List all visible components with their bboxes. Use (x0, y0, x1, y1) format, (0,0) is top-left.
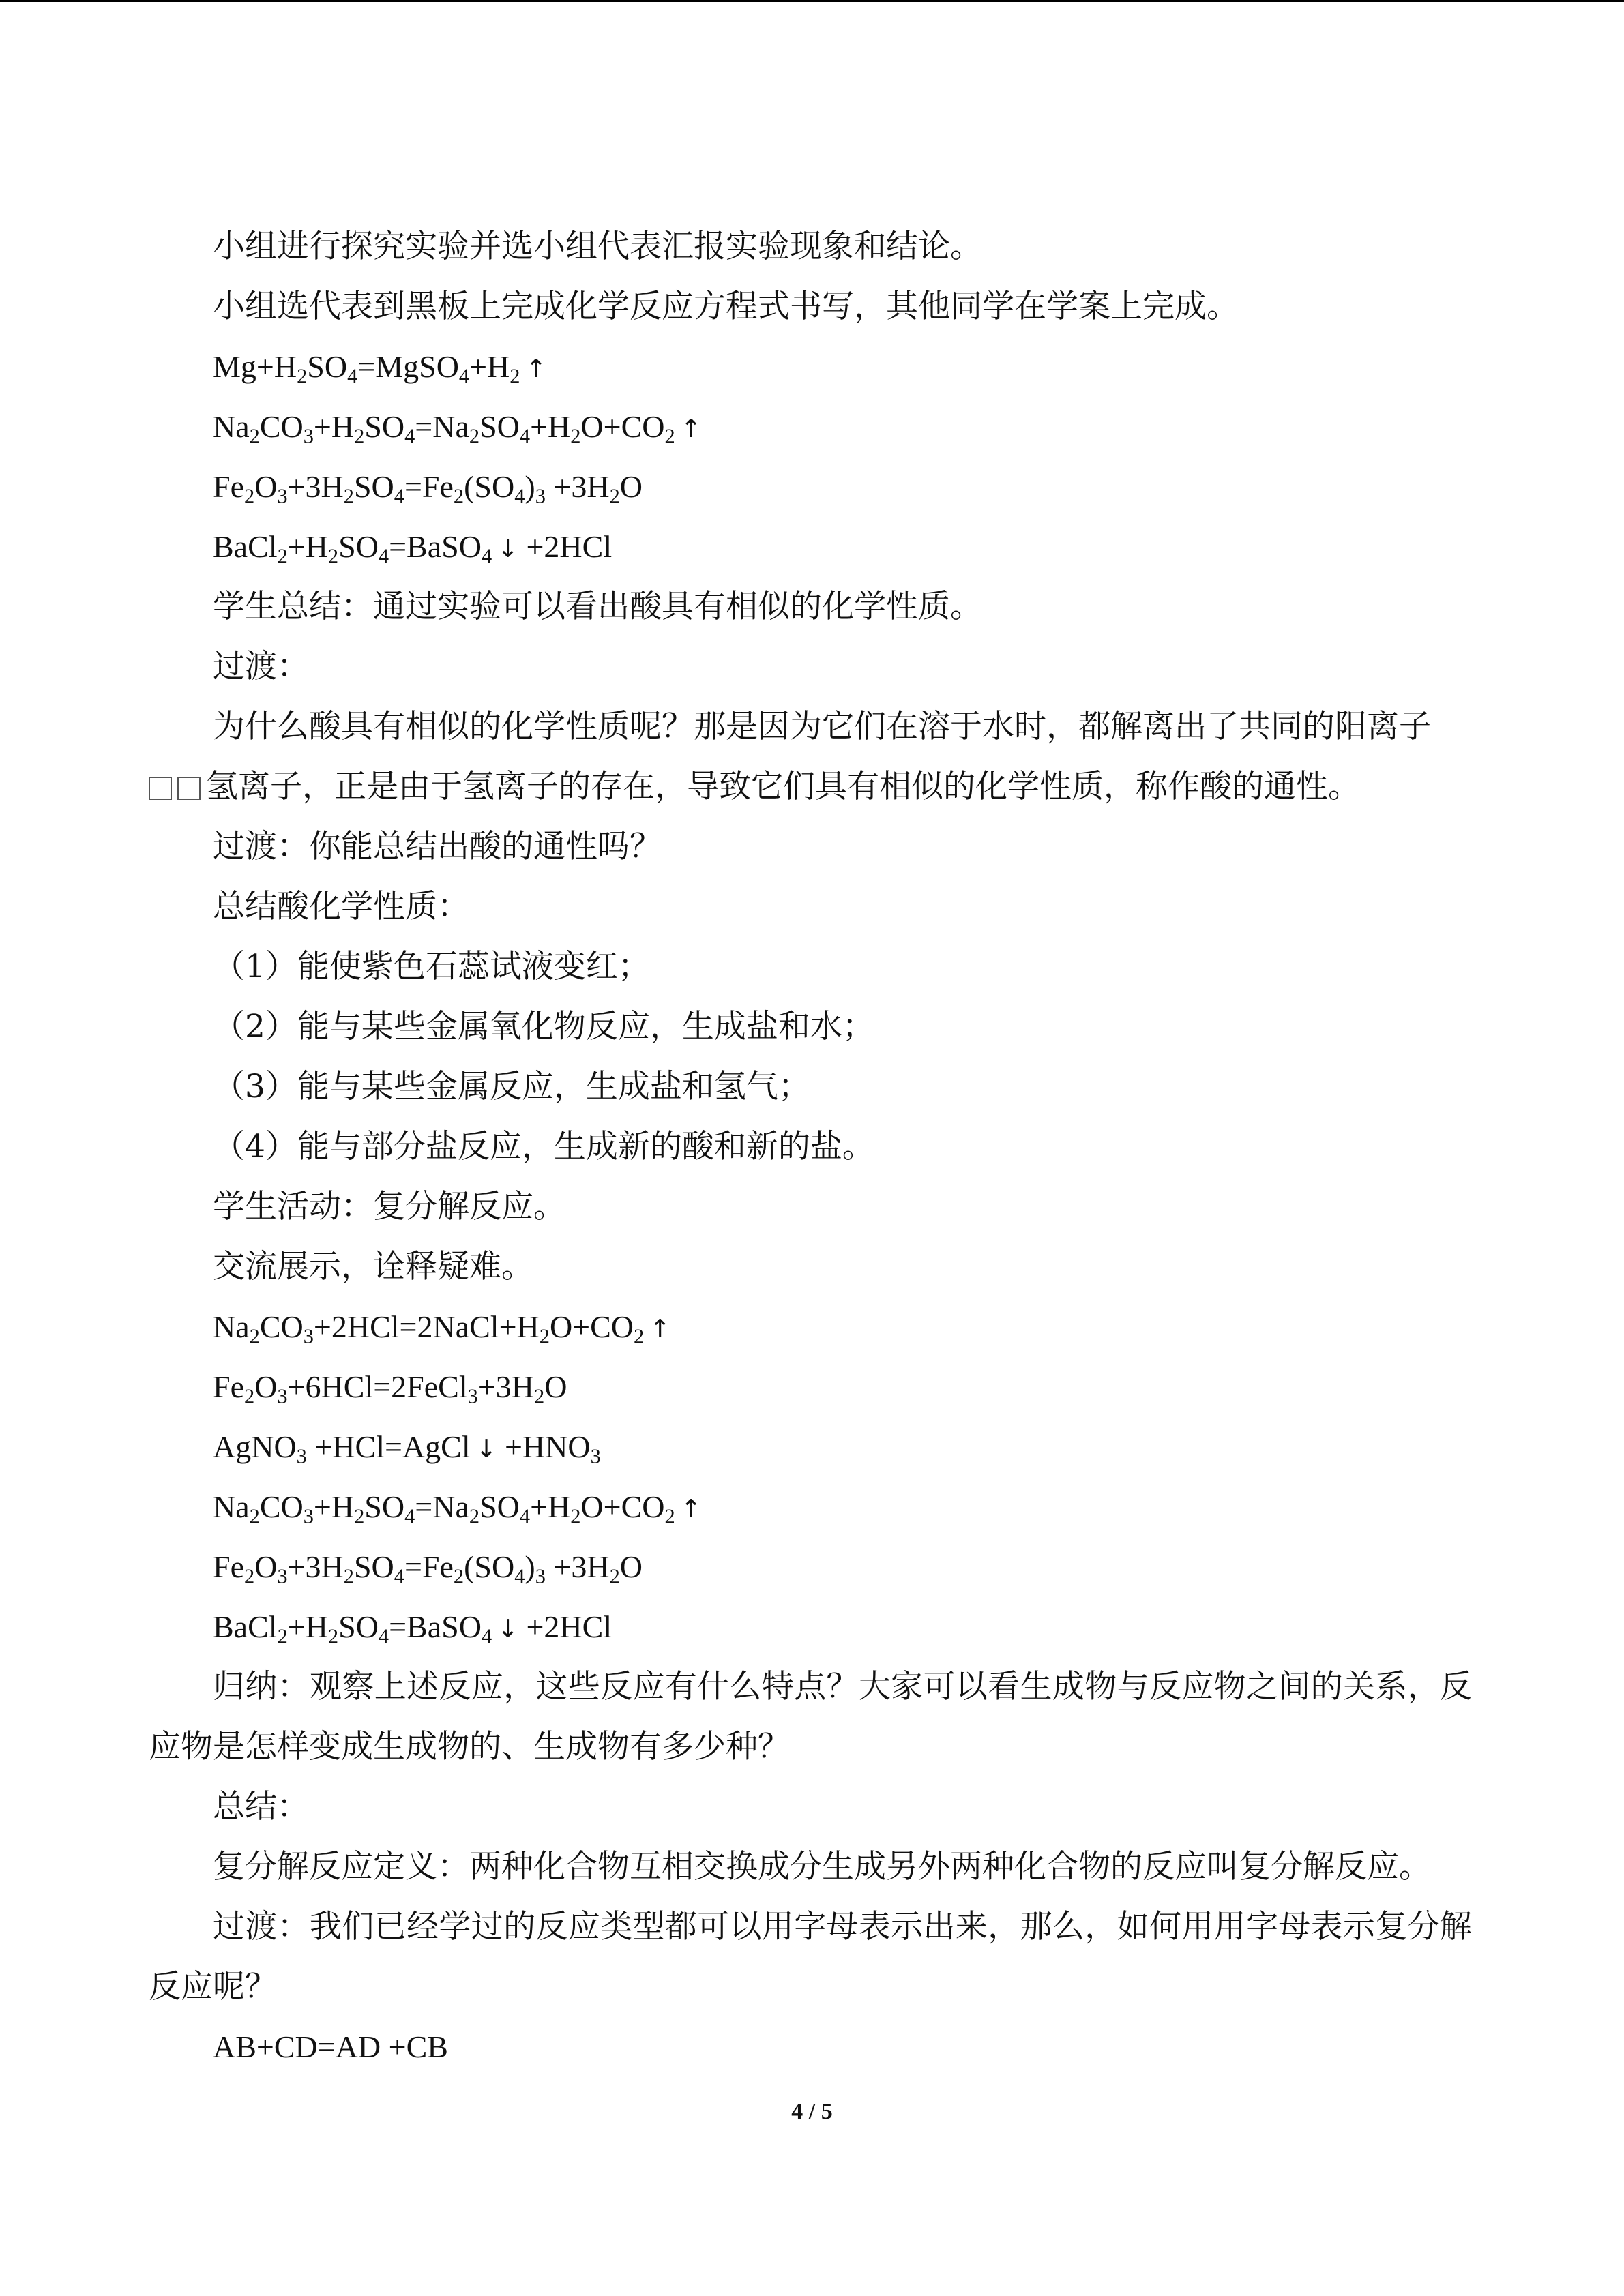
equation: $BaCl_2+H_2SO_4=BaSO_4$ ↓ +2HCl (213, 1609, 612, 1648)
list-item: （1）能使紫色石蕊试液变红； (213, 948, 650, 985)
equation: $BaCl_2+H_2SO_4=BaSO_4$ ↓ +2HCl (213, 529, 612, 568)
paragraph: 过渡：你能总结出酸的通性吗？ (213, 828, 662, 865)
document-body (149, 217, 1472, 2077)
paragraph: 过渡： (213, 648, 309, 685)
paragraph (149, 1897, 1472, 2017)
paragraph-continuation (149, 757, 1472, 817)
paragraph: 小组选代表到黑板上完成化学反应方程式书写，其他同学在学案上完成。 (213, 288, 1239, 325)
paragraph-text: 氢离子，正是由于氢离子的存在，导致它们具有相似的化学性质，称作酸的通性。 (206, 768, 1360, 805)
paragraph: 为什么酸具有相似的化学性质呢？那是因为它们在溶于水时，都解离出了共同的阳离子 (213, 708, 1431, 745)
paragraph: 小组进行探究实验并选小组代表汇报实验现象和结论。 (213, 228, 982, 265)
equation: AgNO$_3$ +HCl=AgCl ↓ $+HNO_3$ (213, 1429, 601, 1468)
paragraph-text: 过渡：我们已经学过的反应类型都可以用字母表示出来，那么，如何用用字母表示复分解反应呢？ (149, 1908, 1472, 2006)
missing-glyph-icon (149, 777, 172, 800)
list-item: （3）能与某些金属反应，生成盐和氢气； (213, 1068, 810, 1105)
list-item: （2）能与某些金属氧化物反应，生成盐和水； (213, 1008, 874, 1045)
paragraph: 学生总结：通过实验可以看出酸具有相似的化学性质。 (213, 588, 982, 625)
page-number: 4 / 5 (791, 2099, 833, 2124)
missing-glyph-icon (177, 777, 201, 800)
paragraph: 总结酸化学性质： (213, 888, 469, 925)
paragraph: 交流展示，诠释疑难。 (213, 1248, 533, 1285)
list-item: （4）能与部分盐反应，生成新的酸和新的盐。 (213, 1128, 874, 1165)
equation: $Fe_2O_3+3H_2SO_4=Fe_2(SO_4)_3 +3H_2O$ (213, 1549, 643, 1588)
equation: $Na_2CO_3+H_2SO_4=Na_2SO_4+H_2O+CO_2$ ↑ (213, 1489, 702, 1528)
paragraph: 总结： (213, 1788, 309, 1825)
paragraph: 复分解反应定义：两种化合物互相交换成分生成另外两种化合物的反应叫复分解反应。 (213, 1848, 1431, 1885)
paragraph (149, 1657, 1472, 1777)
equation: $Mg+H_2SO_4=MgSO_4+H_2$ ↑ (213, 349, 547, 388)
equation: $Fe_2O_3+3H_2SO_4=Fe_2(SO_4)_3 +3H_2O$ (213, 469, 643, 508)
equation: $Fe_2O_3+6HCl=2FeCl_3+3H_2O$ (213, 1369, 567, 1408)
page-top-border (0, 0, 1624, 2)
equation: AB+CD=AD +CB (213, 2029, 448, 2064)
paragraph: 学生活动：复分解反应。 (213, 1188, 565, 1225)
paragraph-text: 归纳：观察上述反应，这些反应有什么特点？大家可以看生成物与反应物之间的关系，反应物是怎样变成生成物的、生成物有多少种？ (149, 1668, 1472, 1765)
equation: $Na_2CO_3+2HCl=2NaCl+H_2O+CO_2$ ↑ (213, 1309, 671, 1348)
equation: $Na_2CO_3+H_2SO_4=Na_2SO_4+H_2O+CO_2$ ↑ (213, 409, 702, 448)
